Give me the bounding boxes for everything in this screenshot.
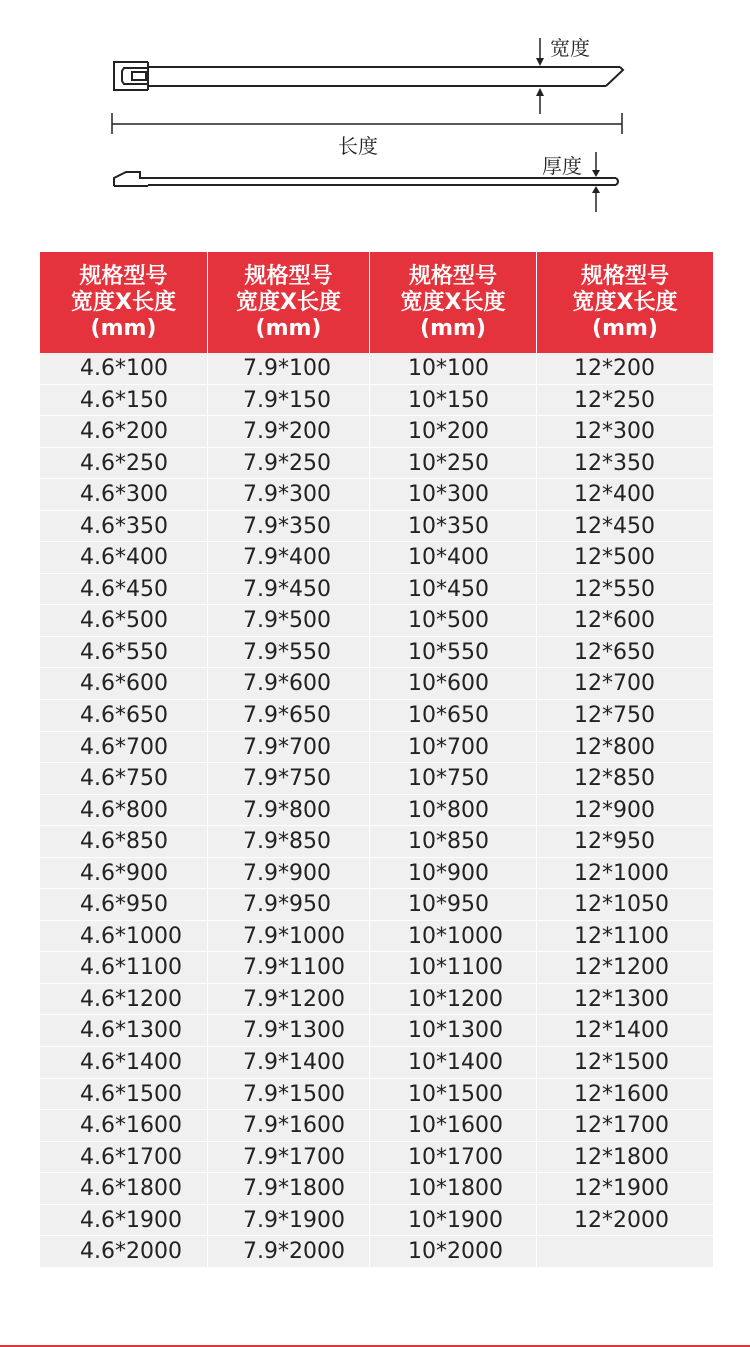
table-cell: 12*700 bbox=[537, 668, 714, 700]
table-cell: 12*550 bbox=[537, 574, 714, 606]
table-cell: 7.9*100 bbox=[208, 353, 370, 385]
table-cell: 10*1300 bbox=[370, 1015, 537, 1047]
table-cell: 10*1200 bbox=[370, 984, 537, 1016]
table-cell: 10*550 bbox=[370, 637, 537, 669]
table-cell: 4.6*750 bbox=[40, 763, 208, 795]
table-cell: 4.6*700 bbox=[40, 732, 208, 764]
table-cell: 4.6*1600 bbox=[40, 1110, 208, 1142]
table-cell: 12*1200 bbox=[537, 952, 714, 984]
table-cell: 10*350 bbox=[370, 511, 537, 543]
table-cell: 4.6*150 bbox=[40, 385, 208, 417]
table-cell: 4.6*200 bbox=[40, 416, 208, 448]
table-cell: 12*300 bbox=[537, 416, 714, 448]
table-cell: 10*250 bbox=[370, 448, 537, 480]
table-cell: 12*900 bbox=[537, 795, 714, 827]
thickness-label: 厚度 bbox=[542, 154, 582, 178]
table-cell: 12*950 bbox=[537, 826, 714, 858]
width-label: 宽度 bbox=[550, 36, 590, 60]
table-cell: 4.6*850 bbox=[40, 826, 208, 858]
table-cell: 4.6*550 bbox=[40, 637, 208, 669]
table-cell: 7.9*350 bbox=[208, 511, 370, 543]
header-line-size: 宽度X长度 bbox=[400, 289, 506, 315]
header-cell bbox=[40, 252, 208, 353]
table-cell: 12*1600 bbox=[537, 1079, 714, 1111]
table-cell: 4.6*1700 bbox=[40, 1142, 208, 1174]
table-cell: 10*700 bbox=[370, 732, 537, 764]
table-cell: 7.9*200 bbox=[208, 416, 370, 448]
header-line-size: 宽度X长度 bbox=[236, 289, 341, 315]
table-cell: 7.9*550 bbox=[208, 637, 370, 669]
table-cell: 7.9*1800 bbox=[208, 1173, 370, 1205]
table-cell: 12*800 bbox=[537, 732, 714, 764]
table-cell: 10*1100 bbox=[370, 952, 537, 984]
table-cell: 7.9*250 bbox=[208, 448, 370, 480]
header-line-size: 宽度X长度 bbox=[572, 289, 678, 315]
table-cell: 4.6*950 bbox=[40, 889, 208, 921]
table-cell: 7.9*450 bbox=[208, 574, 370, 606]
table-cell: 4.6*900 bbox=[40, 858, 208, 890]
header-cell bbox=[208, 252, 370, 353]
table-cell: 10*600 bbox=[370, 668, 537, 700]
table-cell: 12*500 bbox=[537, 542, 714, 574]
table-cell: 12*1900 bbox=[537, 1173, 714, 1205]
table-cell: 4.6*1300 bbox=[40, 1015, 208, 1047]
table-cell: 12*1800 bbox=[537, 1142, 714, 1174]
table-cell: 10*500 bbox=[370, 605, 537, 637]
table-cell: 4.6*2000 bbox=[40, 1236, 208, 1268]
header-cell bbox=[537, 252, 714, 353]
table-cell: 4.6*400 bbox=[40, 542, 208, 574]
table-cell: 7.9*1900 bbox=[208, 1205, 370, 1237]
table-cell: 10*100 bbox=[370, 353, 537, 385]
table-cell: 4.6*100 bbox=[40, 353, 208, 385]
header-line-unit: (mm) bbox=[90, 315, 157, 341]
table-cell: 12*1700 bbox=[537, 1110, 714, 1142]
table-cell: 10*950 bbox=[370, 889, 537, 921]
cable-tie-drawing bbox=[0, 0, 750, 230]
table-cell: 12*1000 bbox=[537, 858, 714, 890]
table-cell: 4.6*250 bbox=[40, 448, 208, 480]
table-cell: 12*200 bbox=[537, 353, 714, 385]
table-cell: 10*200 bbox=[370, 416, 537, 448]
header-line-model: 规格型号 bbox=[408, 263, 497, 289]
table-cell: 12*1100 bbox=[537, 921, 714, 953]
table-cell bbox=[537, 1236, 714, 1268]
table-cell: 4.6*1900 bbox=[40, 1205, 208, 1237]
header-line-unit: (mm) bbox=[420, 315, 486, 341]
table-cell: 7.9*500 bbox=[208, 605, 370, 637]
table-cell: 7.9*950 bbox=[208, 889, 370, 921]
cable-tie-diagram bbox=[0, 0, 750, 230]
table-cell: 4.6*1100 bbox=[40, 952, 208, 984]
table-cell: 7.9*300 bbox=[208, 479, 370, 511]
table-cell: 12*250 bbox=[537, 385, 714, 417]
table-cell: 4.6*1800 bbox=[40, 1173, 208, 1205]
table-cell: 12*1300 bbox=[537, 984, 714, 1016]
table-cell: 7.9*1400 bbox=[208, 1047, 370, 1079]
table-cell: 10*650 bbox=[370, 700, 537, 732]
header-line-model: 规格型号 bbox=[79, 263, 168, 289]
table-cell: 7.9*1100 bbox=[208, 952, 370, 984]
table-cell: 4.6*600 bbox=[40, 668, 208, 700]
table-cell: 4.6*300 bbox=[40, 479, 208, 511]
table-cell: 10*150 bbox=[370, 385, 537, 417]
header-cell bbox=[370, 252, 537, 353]
table-cell: 7.9*750 bbox=[208, 763, 370, 795]
table-cell: 10*450 bbox=[370, 574, 537, 606]
table-cell: 7.9*1300 bbox=[208, 1015, 370, 1047]
table-cell: 12*1400 bbox=[537, 1015, 714, 1047]
table-cell: 10*300 bbox=[370, 479, 537, 511]
table-cell: 10*1700 bbox=[370, 1142, 537, 1174]
header-line-model: 规格型号 bbox=[580, 263, 669, 289]
table-cell: 7.9*1200 bbox=[208, 984, 370, 1016]
table-cell: 10*1000 bbox=[370, 921, 537, 953]
table-cell: 10*800 bbox=[370, 795, 537, 827]
table-cell: 10*1600 bbox=[370, 1110, 537, 1142]
header-line-unit: (mm) bbox=[592, 315, 658, 341]
table-cell: 4.6*1500 bbox=[40, 1079, 208, 1111]
table-cell: 12*650 bbox=[537, 637, 714, 669]
table-cell: 7.9*400 bbox=[208, 542, 370, 574]
table-cell: 12*450 bbox=[537, 511, 714, 543]
table-cell: 10*1900 bbox=[370, 1205, 537, 1237]
table-cell: 4.6*1400 bbox=[40, 1047, 208, 1079]
header-line-size: 宽度X长度 bbox=[71, 289, 176, 315]
table-cell: 10*1800 bbox=[370, 1173, 537, 1205]
table-cell: 4.6*450 bbox=[40, 574, 208, 606]
table-cell: 10*850 bbox=[370, 826, 537, 858]
table-cell: 10*900 bbox=[370, 858, 537, 890]
table-cell: 7.9*650 bbox=[208, 700, 370, 732]
table-cell: 7.9*150 bbox=[208, 385, 370, 417]
table-cell: 10*1400 bbox=[370, 1047, 537, 1079]
table-cell: 12*750 bbox=[537, 700, 714, 732]
header-line-model: 规格型号 bbox=[244, 263, 333, 289]
table-cell: 4.6*1000 bbox=[40, 921, 208, 953]
length-label: 长度 bbox=[338, 134, 378, 158]
table-cell: 7.9*1000 bbox=[208, 921, 370, 953]
table-cell: 7.9*900 bbox=[208, 858, 370, 890]
table-cell: 4.6*500 bbox=[40, 605, 208, 637]
table-cell: 7.9*1700 bbox=[208, 1142, 370, 1174]
table-cell: 10*400 bbox=[370, 542, 537, 574]
table-cell: 12*350 bbox=[537, 448, 714, 480]
table-cell: 12*1500 bbox=[537, 1047, 714, 1079]
table-cell: 10*750 bbox=[370, 763, 537, 795]
table-cell: 10*1500 bbox=[370, 1079, 537, 1111]
table-cell: 7.9*800 bbox=[208, 795, 370, 827]
spec-table bbox=[40, 252, 714, 1268]
table-cell: 7.9*1600 bbox=[208, 1110, 370, 1142]
table-cell: 4.6*1200 bbox=[40, 984, 208, 1016]
header-line-unit: (mm) bbox=[255, 315, 322, 341]
table-cell: 7.9*1500 bbox=[208, 1079, 370, 1111]
table-cell: 4.6*350 bbox=[40, 511, 208, 543]
table-cell: 12*1050 bbox=[537, 889, 714, 921]
table-cell: 7.9*600 bbox=[208, 668, 370, 700]
table-cell: 4.6*650 bbox=[40, 700, 208, 732]
table-cell: 12*850 bbox=[537, 763, 714, 795]
table-cell: 10*2000 bbox=[370, 1236, 537, 1268]
table-cell: 4.6*800 bbox=[40, 795, 208, 827]
table-cell: 7.9*850 bbox=[208, 826, 370, 858]
table-cell: 12*400 bbox=[537, 479, 714, 511]
table-cell: 12*2000 bbox=[537, 1205, 714, 1237]
table-cell: 7.9*2000 bbox=[208, 1236, 370, 1268]
table-cell: 7.9*700 bbox=[208, 732, 370, 764]
table-cell: 12*600 bbox=[537, 605, 714, 637]
